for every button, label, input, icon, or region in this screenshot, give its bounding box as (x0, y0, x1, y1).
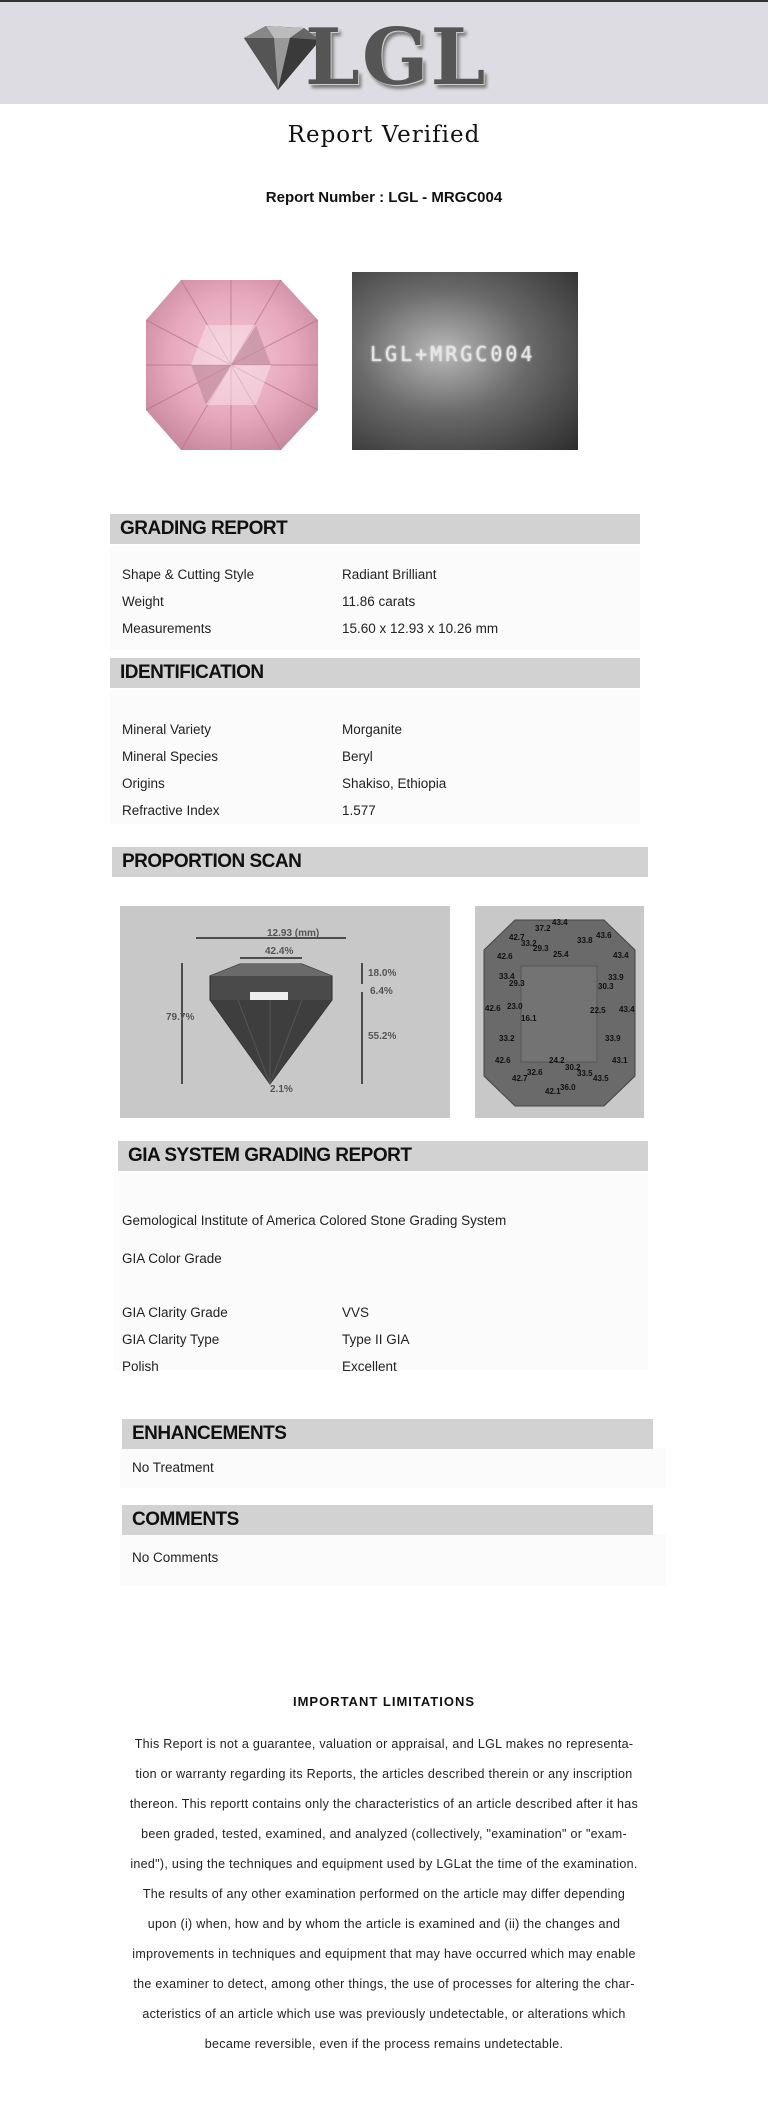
facet-value: 33.8 (577, 936, 593, 945)
facet-value: 29.3 (509, 979, 525, 988)
facet-value: 42.1 (545, 1087, 561, 1096)
inscription-photo (352, 272, 578, 450)
facet-value: 33.2 (521, 939, 537, 948)
identification-header (110, 658, 640, 688)
facet-value: 33.9 (608, 973, 624, 982)
mineral-variety-label: Mineral Variety (122, 722, 212, 737)
limitations-line: This Report is not a guarantee, valuation or appraisal, and LGL makes no representa- (134, 1737, 634, 1751)
facet-value: 32.6 (527, 1068, 543, 1077)
section-title: COMMENTS (132, 1509, 239, 1530)
facet-value: 43.4 (613, 951, 629, 960)
facet-value: 33.2 (499, 1034, 515, 1043)
gia-report-header (118, 1141, 648, 1171)
gia-color-grade-label: GIA Color Grade (122, 1251, 222, 1266)
facet-value: 43.4 (552, 918, 568, 927)
polish-value: Excellent (342, 1359, 397, 1374)
facet-value: 36.0 (560, 1083, 576, 1092)
crown-percent: 18.0% (368, 968, 397, 979)
facet-value: 33.9 (605, 1034, 621, 1043)
facet-value: 22.5 (590, 1006, 606, 1015)
top-view-scan (475, 906, 644, 1118)
facet-value: 42.6 (497, 952, 513, 961)
girdle-percent: 6.4% (370, 986, 393, 997)
limitations-line: been graded, tested, examined, and analyzed (collectively, "examination" or "exam- (141, 1827, 627, 1841)
refractive-index-label: Refractive Index (122, 803, 220, 818)
limitations-line: thereon. This reportt contains only the characteristics of an article described after it has (129, 1797, 639, 1811)
mineral-variety-value: Morganite (342, 722, 403, 737)
enhancements-header (122, 1419, 653, 1449)
comments-header (122, 1505, 653, 1535)
pavilion-percent: 55.2% (368, 1031, 397, 1042)
report-number: Report Number : LGL - MRGC004 (265, 189, 503, 206)
grading-report-header (110, 514, 640, 544)
facet-value: 33.4 (499, 972, 515, 981)
side-profile-scan (120, 906, 450, 1118)
section-title: IDENTIFICATION (120, 662, 264, 683)
gia-clarity-grade-label: GIA Clarity Grade (122, 1305, 228, 1320)
facet-value: 43.4 (619, 1005, 635, 1014)
section-title: ENHANCEMENTS (132, 1423, 287, 1444)
depth-percent: 79.7% (166, 1012, 195, 1023)
facet-value: 24.2 (549, 1056, 565, 1065)
gia-system-name: Gemological Institute of America Colored Stone Grading System (122, 1213, 507, 1228)
site-header (0, 2, 768, 104)
facet-value: 16.1 (521, 1014, 537, 1023)
measurements-label: Measurements (122, 621, 212, 636)
facet-value: 30.2 (565, 1063, 581, 1072)
mineral-species-value: Beryl (342, 749, 373, 764)
origins-label: Origins (122, 776, 165, 791)
gemstone-photo (136, 270, 326, 460)
section-title: PROPORTION SCAN (122, 851, 302, 872)
facet-value: 43.6 (596, 931, 612, 940)
facet-value: 42.6 (495, 1056, 511, 1065)
mineral-species-label: Mineral Species (122, 749, 219, 764)
facet-value: 42.6 (485, 1004, 501, 1013)
limitations-line: The results of any other examination performed on the article may differ depending (142, 1887, 626, 1901)
facet-value: 42.7 (512, 1074, 528, 1083)
limitations-line: tion or warranty regarding its Reports, the articles described therein or any inscription (135, 1767, 633, 1781)
limitations-line: ined"), using the techniques and equipment used by LGLat the time of the examination. (130, 1857, 638, 1871)
limitations-line: became reversible, even if the process remains undetectable. (204, 2037, 564, 2051)
comments-text: No Comments (132, 1550, 219, 1565)
limitations-line: upon (i) when, how and by whom the article is examined and (ii) the changes and (147, 1917, 621, 1931)
weight-label: Weight (122, 594, 164, 609)
section-title: GRADING REPORT (120, 518, 288, 539)
facet-value: 29.3 (533, 944, 549, 953)
facet-value: 42.7 (509, 933, 525, 942)
measurements-value: 15.60 x 12.93 x 10.26 mm (342, 621, 499, 636)
gia-clarity-type-value: Type II GIA (342, 1332, 410, 1347)
origins-value: Shakiso, Ethiopia (342, 776, 447, 791)
shape-value: Radiant Brilliant (342, 567, 437, 582)
facet-value: 37.2 (535, 924, 551, 933)
table-percent: 42.4% (265, 946, 294, 957)
gia-clarity-grade-value: VVS (342, 1305, 370, 1320)
facet-value: 43.1 (612, 1056, 628, 1065)
facet-value: 23.0 (507, 1002, 523, 1011)
shape-label: Shape & Cutting Style (122, 567, 255, 582)
gia-clarity-type-label: GIA Clarity Type (122, 1332, 220, 1347)
limitations-line: the examiner to detect, among other things, the use of processes for altering the char- (133, 1977, 635, 1991)
inscription-text: LGL+MRGC004 (370, 342, 536, 366)
page-title: Report Verified (287, 122, 481, 148)
polish-label: Polish (122, 1359, 159, 1374)
facet-value: 25.4 (553, 950, 569, 959)
section-title: GIA SYSTEM GRADING REPORT (128, 1145, 412, 1166)
limitations-line: acteristics of an article which use was previously undetectable, or alterations which (142, 2007, 626, 2021)
enhancements-text: No Treatment (132, 1460, 214, 1475)
refractive-index-value: 1.577 (342, 803, 376, 818)
weight-value: 11.86 carats (342, 594, 416, 609)
culet-percent: 2.1% (270, 1084, 293, 1095)
limitations-line: improvements in techniques and equipment that may have occurred which may enable (132, 1947, 636, 1961)
facet-value: 30.3 (598, 982, 614, 991)
facet-value: 43.5 (593, 1074, 609, 1083)
lgl-logo[interactable] (230, 10, 490, 103)
limitations-title: IMPORTANT LIMITATIONS (292, 1694, 476, 1709)
width-measurement: 12.93 (mm) (267, 928, 320, 939)
logo-text: LGL (305, 12, 488, 103)
facet-value: 33.5 (577, 1069, 593, 1078)
proportion-scan-header (112, 847, 648, 877)
